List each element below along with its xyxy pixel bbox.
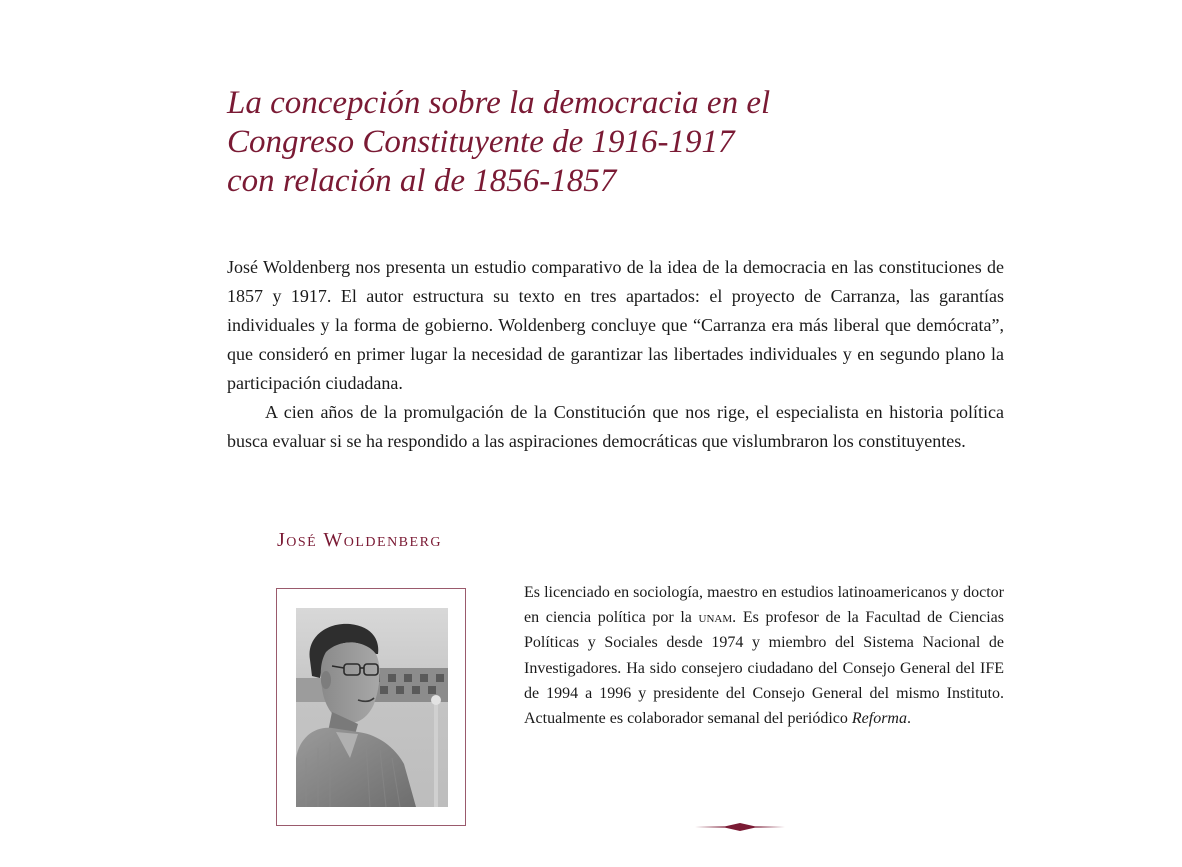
- author-photo: [296, 608, 448, 807]
- bio-institution: unam: [698, 609, 733, 627]
- article-abstract: [227, 253, 1004, 456]
- bio-text-1: Es licenciado en sociología, maestro en estudios latinoamericanos y doctor en ciencia política por la: [524, 584, 1004, 627]
- author-bio: [524, 580, 1004, 731]
- article-title-line-3: con relación al de 1856-1857: [227, 163, 617, 199]
- article-title-line-2: Congreso Constituyente de 1916-1917: [227, 124, 735, 160]
- bio-text-2: . Es profesor de la Facultad de Ciencias Políticas y Sociales desde 1974 y miembro del Sistema Nacional de Investigadores. Ha sido consejero ciudadano del Consejo General del IFE de 1994 a 1996 y presidente del Consejo General del mismo Instituto. Actualmente es colaborador semanal del periódico: [524, 609, 1005, 728]
- diamond-rule-ornament-icon: [695, 818, 785, 830]
- author-photo-frame: [276, 588, 466, 826]
- bio-text-3: .: [906, 710, 911, 728]
- article-title: [227, 84, 927, 201]
- bio-newspaper: Reforma: [851, 710, 907, 728]
- author-name: José Woldenberg: [277, 529, 443, 551]
- abstract-paragraph-2: A cien años de la promulgación de la Constitución que nos rige, el especialista en historia política busca evaluar si se ha respondido a las aspiraciones democráticas que vislumbraron los constituyentes.: [227, 402, 1004, 451]
- abstract-paragraph-1: José Woldenberg nos presenta un estudio comparativo de la idea de la democracia en las constituciones de 1857 y 1917. El autor estructura su texto en tres apartados: el proyecto de Carranza, las garantías individuales y la forma de gobierno. Woldenberg concluye que “Carranza era más liberal que demócrata”, que consideró en primer lugar la necesidad de garantizar las libertades individuales y en segundo plano la participación ciudadana.: [227, 257, 1004, 393]
- article-title-line-1: La concepción sobre la democracia en el: [227, 85, 771, 121]
